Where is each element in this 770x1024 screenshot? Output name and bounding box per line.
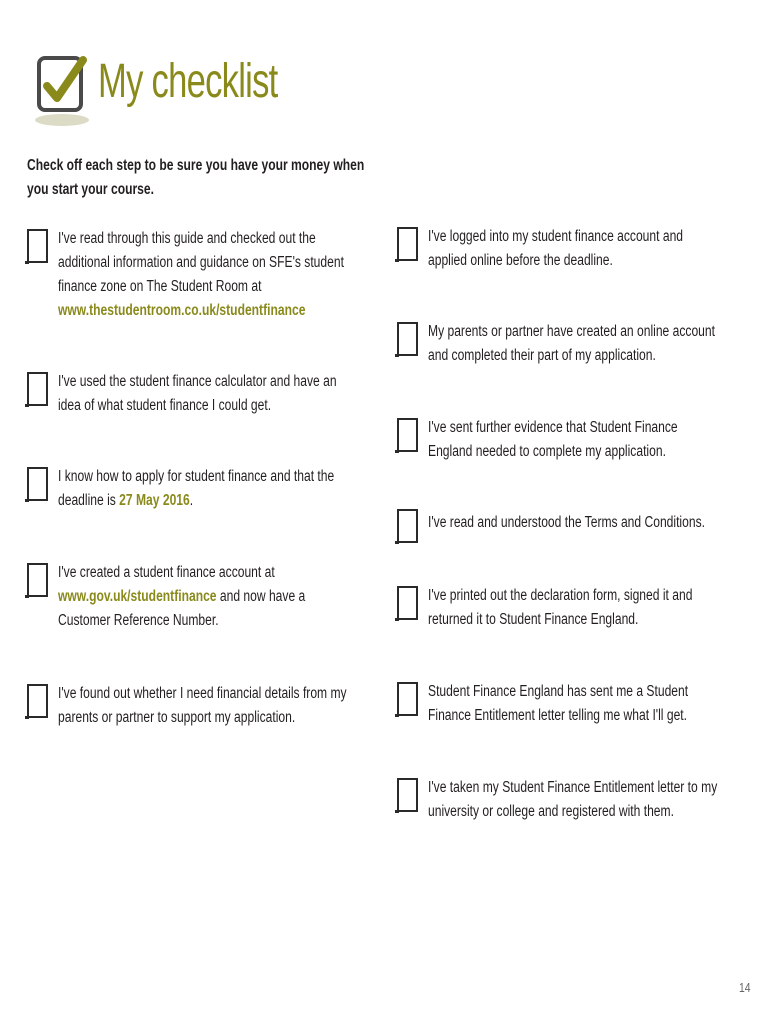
checklist-item-text: Student Finance England has sent me a Student Finance Entitlement letter telling me what I'll get.	[428, 683, 689, 724]
link-text[interactable]: www.gov.uk/studentfinance	[58, 588, 217, 605]
checkbox[interactable]	[397, 509, 418, 543]
checklist-item-text: I've sent further evidence that Student Finance England needed to complete my application.	[428, 419, 678, 460]
checkbox[interactable]	[27, 684, 48, 718]
page-title: My checklist	[98, 55, 278, 108]
checkbox[interactable]	[397, 227, 418, 261]
checklist-item-text: I've found out whether I need financial details from my parents or partner to support my application.	[58, 685, 347, 726]
intro-text: Check off each step to be sure you have your money when you start your course.	[27, 157, 365, 198]
checkbox[interactable]	[27, 563, 48, 597]
checklist-logo-icon	[33, 52, 95, 132]
checkbox[interactable]	[397, 682, 418, 716]
link-text[interactable]: www.thestudentroom.co.uk/studentfinance	[58, 302, 306, 319]
page-number: 14	[739, 980, 751, 995]
checklist-item-text: I've read and understood the Terms and Conditions.	[428, 514, 705, 531]
checklist-item-text: My parents or partner have created an online account and completed their part of my application.	[428, 323, 715, 364]
checklist-item-text: I've created a student finance account at www.gov.uk/studentfinance and now have a Customer Reference Number.	[58, 564, 306, 629]
checkbox[interactable]	[397, 586, 418, 620]
checklist-item-text: I've printed out the declaration form, signed it and returned it to Student Finance England.	[428, 587, 693, 628]
checklist-item-text: I've taken my Student Finance Entitlement letter to my university or college and registered with them.	[428, 779, 718, 820]
checkbox[interactable]	[397, 778, 418, 812]
checklist-item-text: I know how to apply for student finance and that the deadline is 27 May 2016.	[58, 468, 335, 509]
checkbox[interactable]	[397, 322, 418, 356]
checklist-item-text: I've used the student finance calculator and have an idea of what student finance I could get.	[58, 373, 337, 414]
checklist-item-text: I've logged into my student finance account and applied online before the deadline.	[428, 228, 684, 269]
checkbox[interactable]	[27, 467, 48, 501]
checkbox[interactable]	[27, 372, 48, 406]
checkbox[interactable]	[397, 418, 418, 452]
checkbox[interactable]	[27, 229, 48, 263]
deadline-date: 27 May 2016	[119, 492, 190, 509]
checklist-item-text: I've read through this guide and checked out the additional information and guidance on SFE's student finance zone on The Student Room at www.thestudentroom.co.uk/studentfinance	[58, 230, 344, 319]
